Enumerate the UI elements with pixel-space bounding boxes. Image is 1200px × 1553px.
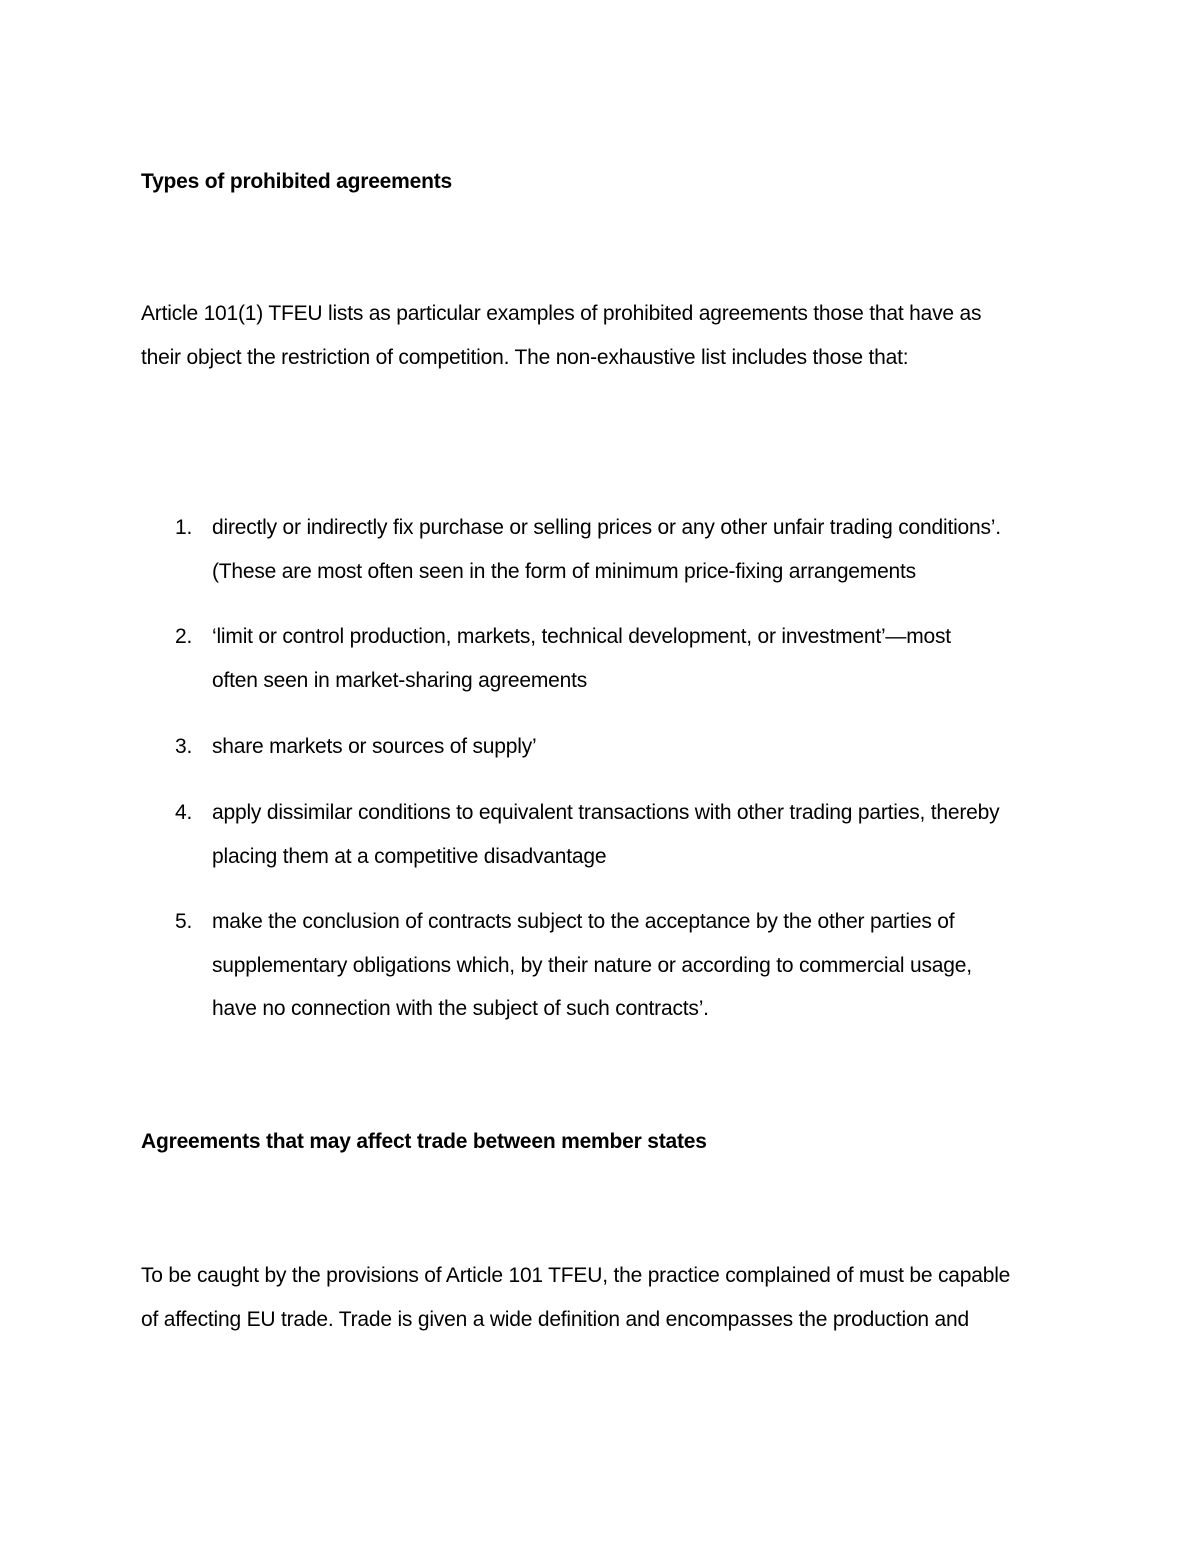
- list-item-line: make the conclusion of contracts subject to the acceptance by the other parties of: [212, 910, 955, 933]
- list-item-text: [212, 615, 1092, 702]
- closing-paragraph: [141, 1254, 1061, 1341]
- list-item-line: ‘limit or control production, markets, technical development, or investment’—most: [212, 625, 951, 648]
- list-item-text: [212, 900, 1092, 1031]
- list-item-line: share markets or sources of supply’: [212, 735, 537, 758]
- list-item-number: 5.: [175, 910, 193, 933]
- list-item-text: [212, 791, 1092, 878]
- list-item-line: (These are most often seen in the form of minimum price-fixing arrangements: [212, 559, 916, 583]
- list-item-line: placing them at a competitive disadvantage: [212, 844, 607, 868]
- list-item-number: 3.: [175, 735, 193, 758]
- list-item-line: often seen in market-sharing agreements: [212, 668, 588, 692]
- list-item-line: directly or indirectly fix purchase or selling prices or any other unfair trading conditions’.: [212, 516, 1001, 539]
- list-item-number: 4.: [175, 801, 193, 824]
- list-item-line: have no connection with the subject of such contracts’.: [212, 997, 709, 1020]
- intro-line-1: Article 101(1) TFEU lists as particular examples of prohibited agreements those that have as: [141, 302, 982, 325]
- list-item-number: 2.: [175, 625, 193, 648]
- intro-paragraph: [141, 292, 1061, 379]
- section-heading-trade-between-states: Agreements that may affect trade between member states: [141, 1130, 707, 1153]
- closing-line-2: of affecting EU trade. Trade is given a wide definition and encompasses the production and: [141, 1307, 969, 1331]
- list-item-text: [212, 506, 1092, 593]
- list-item-number: 1.: [175, 516, 193, 539]
- list-item-line: supplementary obligations which, by their nature or according to commercial usage,: [212, 953, 972, 977]
- intro-line-2: their object the restriction of competition. The non-exhaustive list includes those that:: [141, 345, 909, 369]
- list-item-line: apply dissimilar conditions to equivalent transactions with other trading parties, thereby: [212, 801, 1000, 824]
- list-item-text: [212, 725, 1092, 769]
- section-heading-prohibited-agreements: Types of prohibited agreements: [141, 170, 452, 193]
- closing-line-1: To be caught by the provisions of Article 101 TFEU, the practice complained of must be capable: [141, 1264, 1011, 1287]
